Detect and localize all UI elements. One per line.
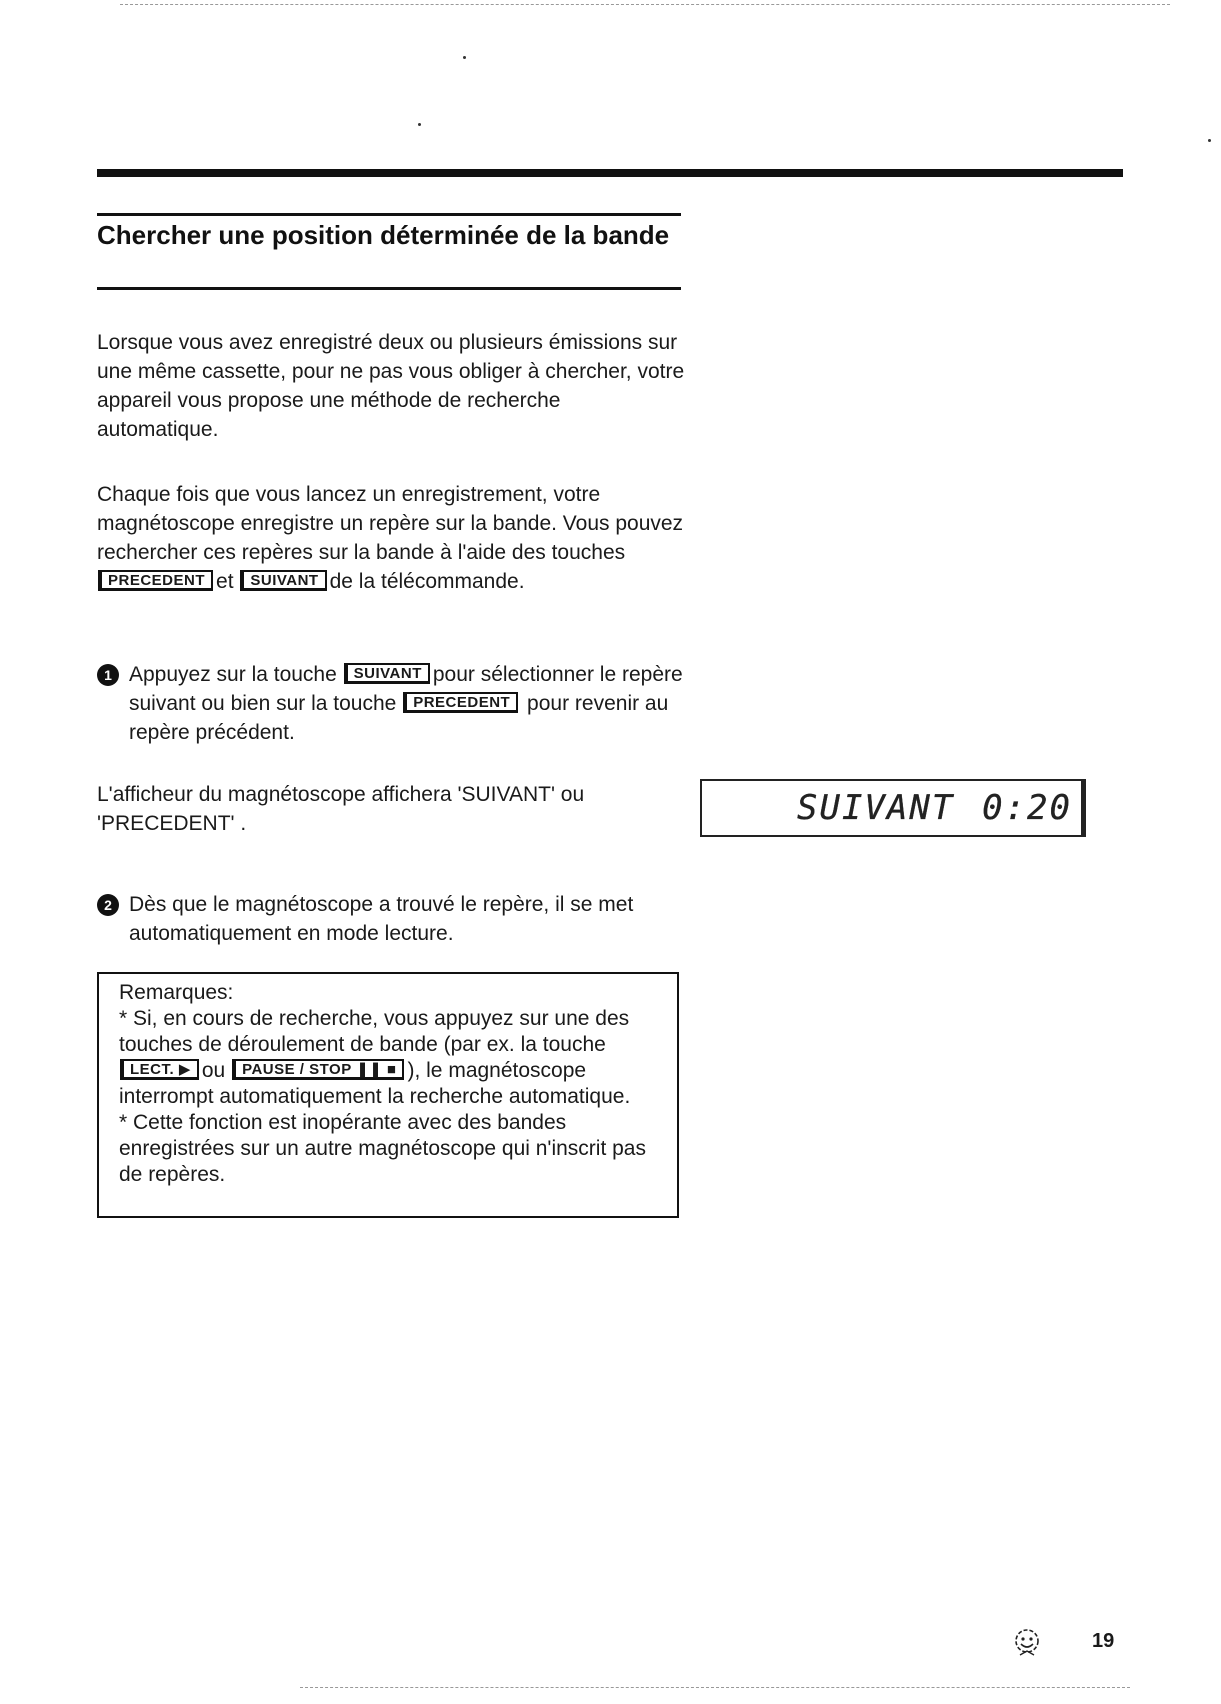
step-2-number-icon: 2	[97, 894, 119, 916]
speck	[418, 123, 421, 126]
scan-artifact-top	[120, 4, 1170, 5]
key-pause-stop: PAUSE / STOP ❚❚ ■	[234, 1059, 404, 1080]
remark-1-text-b: ou	[201, 1059, 226, 1082]
speck	[1208, 139, 1211, 142]
remarks-heading: Remarques:	[119, 981, 234, 1004]
lcd-mode-text: SUIVANT	[797, 788, 955, 828]
header-rule	[97, 169, 1123, 177]
remark-1-text-a: * Si, en cours de recherche, vous appuyez sur une des touches de déroulement de bande (par ex. la touche	[119, 1007, 630, 1056]
lcd-counter-text: 0:20	[982, 788, 1072, 828]
marker-text-1: Chaque fois que vous lancez un enregistrement, votre magnétoscope enregistre un repère sur la bande. Vous pouvez rechercher ces repères sur la bande à l'aide des touches	[97, 483, 684, 564]
remark-2: * Cette fonction est inopérante avec des bandes enregistrées sur un autre magnétoscope qui n'inscrit pas de repères.	[119, 1111, 646, 1186]
intro-paragraph: Lorsque vous avez enregistré deux ou plusieurs émissions sur une même cassette, pour ne pas vous obliger à chercher, votre appareil vous propose une méthode de recherche automatique.	[97, 331, 685, 441]
marker-text-2: et	[216, 570, 234, 593]
page-title: Chercher une position déterminée de la bande	[97, 220, 670, 250]
key-lect: LECT. ▶	[122, 1059, 199, 1080]
smiley-logo-icon	[1011, 1626, 1043, 1658]
step-2	[97, 890, 687, 948]
page-number: 19	[1092, 1630, 1115, 1652]
step-1-text-3: pour revenir au repère précédent.	[129, 692, 669, 744]
key-suivant: SUIVANT	[242, 570, 326, 591]
title-rule-top	[97, 213, 681, 216]
step-2-body: Dès que le magnétoscope a trouvé le repère, il se met automatiquement en mode lecture.	[129, 893, 634, 945]
display-note: L'afficheur du magnétoscope affichera 'SUIVANT' ou 'PRECEDENT' .	[97, 783, 585, 835]
marker-paragraph	[97, 480, 687, 596]
key-precedent: PRECEDENT	[405, 692, 518, 713]
lcd-display	[700, 779, 1086, 837]
key-precedent: PRECEDENT	[100, 570, 213, 591]
step-1-text-2: pour sélectionner le repère suivant ou bien sur la touche	[129, 663, 683, 715]
key-suivant: SUIVANT	[346, 663, 430, 684]
marker-text-3: de la télécommande.	[329, 570, 525, 593]
title-rule-bottom	[97, 287, 681, 290]
remark-1-text-c: ), le magnétoscope interrompt automatiquement la recherche automatique.	[119, 1059, 631, 1108]
scan-artifact-bottom	[300, 1687, 1130, 1688]
step-1-body	[129, 660, 687, 747]
speck	[463, 56, 466, 59]
step-1-text-1: Appuyez sur la touche	[129, 663, 337, 686]
step-1-number-icon: 1	[97, 664, 119, 686]
remark-1	[119, 1006, 657, 1110]
remarks-box	[97, 972, 679, 1218]
step-1	[97, 660, 687, 747]
